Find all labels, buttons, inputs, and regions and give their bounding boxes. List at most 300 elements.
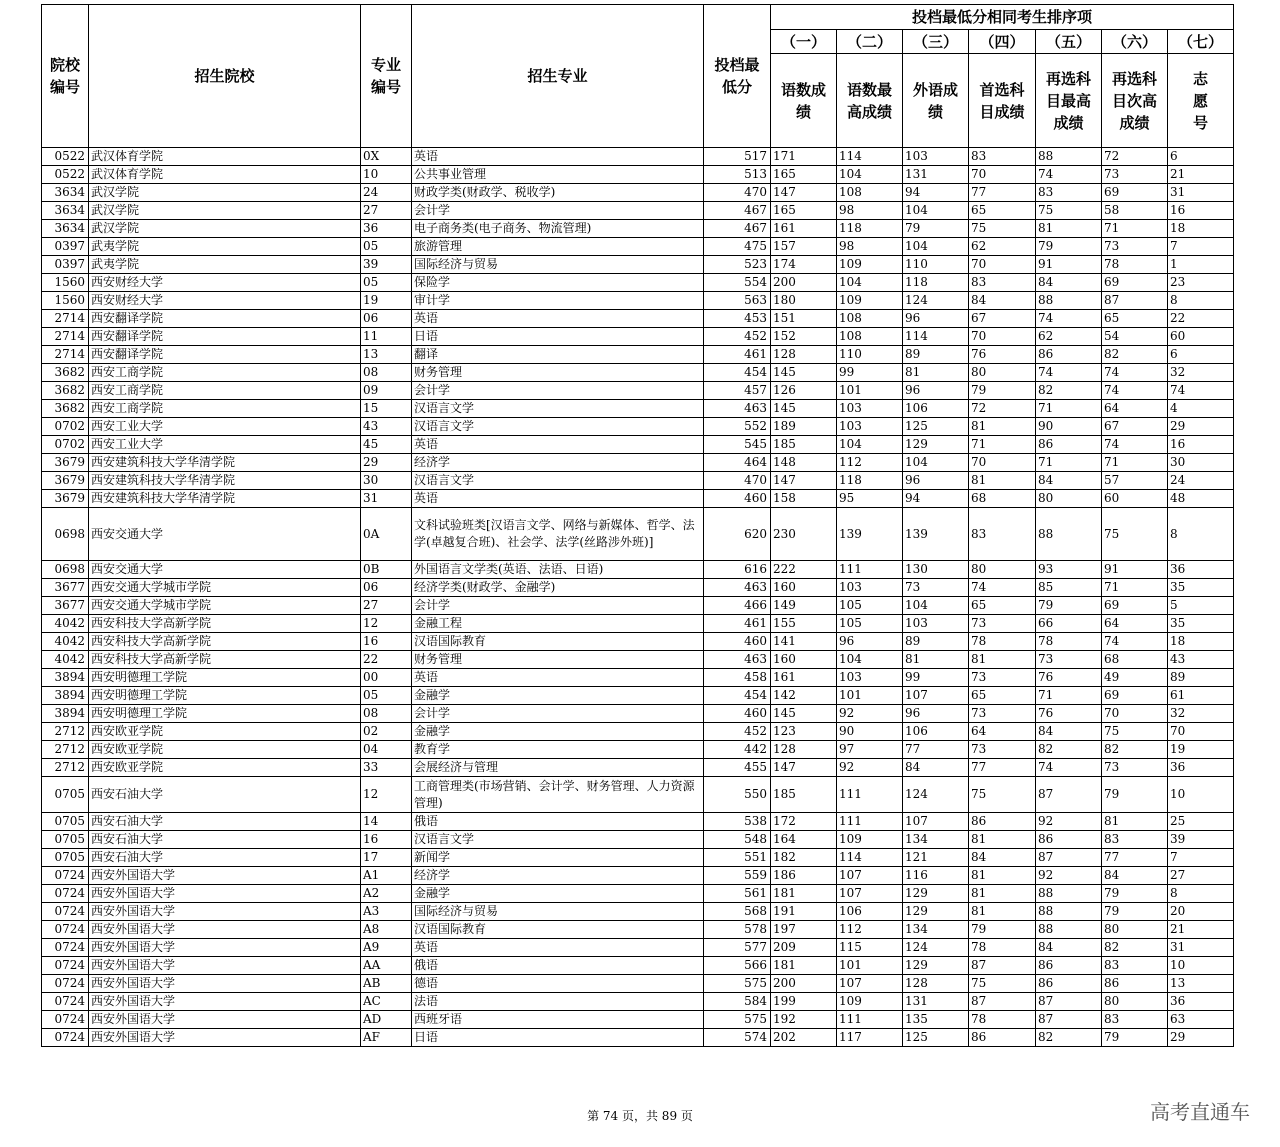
table-row <box>42 669 1234 687</box>
cell-tie-2: 108 <box>837 184 903 202</box>
cell-tie-2: 109 <box>837 292 903 310</box>
cell-tie-5: 88 <box>1036 885 1102 903</box>
cell-school-name: 西安外国语大学 <box>89 1029 361 1047</box>
table-row <box>42 579 1234 597</box>
cell-tie-2: 117 <box>837 1029 903 1047</box>
cell-tie-5: 80 <box>1036 490 1102 508</box>
cell-major-code: A2 <box>361 885 412 903</box>
cell-tie-5: 91 <box>1036 256 1102 274</box>
cell-major-name: 金融学 <box>412 723 704 741</box>
cell-major-code: 06 <box>361 310 412 328</box>
cell-tie-4: 79 <box>969 382 1036 400</box>
cell-tie-1: 152 <box>771 328 837 346</box>
table-header <box>42 5 1234 148</box>
cell-school-name: 西安外国语大学 <box>89 993 361 1011</box>
cell-tie-6: 64 <box>1102 400 1168 418</box>
cell-tie-4: 72 <box>969 400 1036 418</box>
header-tie-group: 投档最低分相同考生排序项 <box>771 5 1234 30</box>
cell-tie-5: 82 <box>1036 1029 1102 1047</box>
cell-tie-5: 87 <box>1036 1011 1102 1029</box>
cell-tie-5: 92 <box>1036 813 1102 831</box>
cell-min-score: 568 <box>704 903 771 921</box>
cell-school-code: 3634 <box>42 202 89 220</box>
cell-school-code: 3682 <box>42 364 89 382</box>
cell-tie-5: 88 <box>1036 508 1102 561</box>
cell-major-name: 英语 <box>412 310 704 328</box>
cell-tie-7: 6 <box>1168 148 1234 166</box>
cell-tie-2: 103 <box>837 579 903 597</box>
cell-major-code: AC <box>361 993 412 1011</box>
cell-min-score: 548 <box>704 831 771 849</box>
cell-school-code: 0724 <box>42 1029 89 1047</box>
header-major-name: 招生专业 <box>412 5 704 148</box>
table-row <box>42 633 1234 651</box>
cell-major-code: 05 <box>361 274 412 292</box>
cell-tie-2: 92 <box>837 705 903 723</box>
cell-tie-3: 103 <box>903 615 969 633</box>
cell-tie-6: 80 <box>1102 993 1168 1011</box>
cell-major-code: 29 <box>361 454 412 472</box>
cell-tie-2: 108 <box>837 310 903 328</box>
cell-tie-7: 8 <box>1168 292 1234 310</box>
cell-tie-1: 145 <box>771 400 837 418</box>
cell-min-score: 578 <box>704 921 771 939</box>
cell-tie-7: 35 <box>1168 579 1234 597</box>
table-row <box>42 903 1234 921</box>
cell-min-score: 458 <box>704 669 771 687</box>
cell-tie-3: 104 <box>903 238 969 256</box>
cell-tie-3: 84 <box>903 759 969 777</box>
table-body <box>42 148 1234 1047</box>
cell-min-score: 554 <box>704 274 771 292</box>
cell-school-code: 2712 <box>42 723 89 741</box>
cell-tie-4: 86 <box>969 1029 1036 1047</box>
header-tie-label: 首选科目成绩 <box>969 54 1036 148</box>
cell-tie-6: 84 <box>1102 867 1168 885</box>
cell-tie-6: 69 <box>1102 274 1168 292</box>
cell-school-code: 0397 <box>42 238 89 256</box>
cell-school-code: 3682 <box>42 382 89 400</box>
cell-tie-4: 75 <box>969 975 1036 993</box>
cell-tie-3: 139 <box>903 508 969 561</box>
cell-tie-7: 36 <box>1168 561 1234 579</box>
cell-tie-4: 68 <box>969 490 1036 508</box>
header-tie-label: 语数最高成绩 <box>837 54 903 148</box>
cell-tie-3: 96 <box>903 382 969 400</box>
cell-school-name: 西安科技大学高新学院 <box>89 651 361 669</box>
page-number: 第 74 页，共 89 页 <box>587 1109 693 1123</box>
cell-major-code: 19 <box>361 292 412 310</box>
cell-min-score: 467 <box>704 202 771 220</box>
cell-major-code: 16 <box>361 633 412 651</box>
cell-tie-4: 86 <box>969 813 1036 831</box>
cell-school-name: 西安交通大学城市学院 <box>89 597 361 615</box>
cell-major-name: 会计学 <box>412 597 704 615</box>
table-row <box>42 993 1234 1011</box>
cell-school-name: 西安工商学院 <box>89 382 361 400</box>
cell-tie-6: 75 <box>1102 723 1168 741</box>
cell-tie-4: 70 <box>969 454 1036 472</box>
cell-tie-3: 124 <box>903 939 969 957</box>
cell-major-name: 文科试验班类[汉语言文学、网络与新媒体、哲学、法学(卓越复合班)、社会学、法学(丝路涉外班)] <box>412 508 704 561</box>
cell-tie-7: 24 <box>1168 472 1234 490</box>
cell-school-code: 3679 <box>42 472 89 490</box>
cell-min-score: 584 <box>704 993 771 1011</box>
cell-min-score: 461 <box>704 346 771 364</box>
cell-school-code: 3634 <box>42 220 89 238</box>
cell-school-name: 西安外国语大学 <box>89 1011 361 1029</box>
table-row <box>42 705 1234 723</box>
cell-tie-7: 48 <box>1168 490 1234 508</box>
cell-school-code: 3634 <box>42 184 89 202</box>
cell-school-code: 0705 <box>42 813 89 831</box>
cell-tie-4: 64 <box>969 723 1036 741</box>
cell-min-score: 457 <box>704 382 771 400</box>
cell-tie-7: 31 <box>1168 939 1234 957</box>
cell-major-name: 会计学 <box>412 705 704 723</box>
cell-major-name: 经济学类(财政学、金融学) <box>412 579 704 597</box>
cell-tie-6: 69 <box>1102 184 1168 202</box>
cell-tie-7: 10 <box>1168 957 1234 975</box>
cell-major-name: 翻译 <box>412 346 704 364</box>
cell-tie-5: 71 <box>1036 454 1102 472</box>
cell-major-name: 金融学 <box>412 885 704 903</box>
cell-tie-5: 79 <box>1036 597 1102 615</box>
cell-tie-6: 74 <box>1102 364 1168 382</box>
cell-min-score: 463 <box>704 400 771 418</box>
table-row <box>42 256 1234 274</box>
cell-tie-2: 118 <box>837 220 903 238</box>
cell-tie-6: 72 <box>1102 148 1168 166</box>
cell-tie-7: 7 <box>1168 238 1234 256</box>
cell-tie-7: 36 <box>1168 759 1234 777</box>
cell-tie-1: 200 <box>771 274 837 292</box>
header-tie-label: 再选科目次高成绩 <box>1102 54 1168 148</box>
cell-tie-6: 74 <box>1102 436 1168 454</box>
cell-tie-5: 84 <box>1036 723 1102 741</box>
cell-tie-2: 104 <box>837 166 903 184</box>
cell-min-score: 620 <box>704 508 771 561</box>
cell-tie-3: 130 <box>903 561 969 579</box>
cell-min-score: 538 <box>704 813 771 831</box>
cell-tie-5: 71 <box>1036 400 1102 418</box>
cell-school-name: 西安石油大学 <box>89 849 361 867</box>
cell-tie-3: 124 <box>903 292 969 310</box>
cell-tie-2: 99 <box>837 364 903 382</box>
cell-tie-2: 98 <box>837 238 903 256</box>
cell-tie-7: 5 <box>1168 597 1234 615</box>
table-row <box>42 777 1234 813</box>
table-row <box>42 346 1234 364</box>
cell-tie-5: 79 <box>1036 238 1102 256</box>
cell-school-code: 0724 <box>42 975 89 993</box>
cell-min-score: 460 <box>704 633 771 651</box>
cell-tie-2: 101 <box>837 687 903 705</box>
cell-major-code: 27 <box>361 597 412 615</box>
cell-tie-4: 73 <box>969 705 1036 723</box>
cell-school-name: 西安石油大学 <box>89 831 361 849</box>
cell-major-code: 13 <box>361 346 412 364</box>
cell-school-name: 西安翻译学院 <box>89 328 361 346</box>
cell-tie-3: 118 <box>903 274 969 292</box>
cell-tie-6: 69 <box>1102 597 1168 615</box>
cell-major-code: 33 <box>361 759 412 777</box>
cell-tie-5: 85 <box>1036 579 1102 597</box>
cell-tie-2: 111 <box>837 777 903 813</box>
cell-tie-5: 66 <box>1036 615 1102 633</box>
cell-school-code: 2714 <box>42 328 89 346</box>
cell-tie-5: 76 <box>1036 705 1102 723</box>
cell-tie-3: 131 <box>903 993 969 1011</box>
cell-tie-6: 83 <box>1102 831 1168 849</box>
cell-major-code: 08 <box>361 705 412 723</box>
cell-tie-4: 81 <box>969 651 1036 669</box>
cell-tie-1: 165 <box>771 166 837 184</box>
cell-tie-1: 157 <box>771 238 837 256</box>
cell-tie-1: 155 <box>771 615 837 633</box>
table-row <box>42 975 1234 993</box>
cell-tie-2: 105 <box>837 597 903 615</box>
cell-tie-3: 81 <box>903 651 969 669</box>
cell-tie-2: 114 <box>837 849 903 867</box>
cell-school-name: 西安欧亚学院 <box>89 723 361 741</box>
cell-tie-6: 82 <box>1102 741 1168 759</box>
cell-tie-2: 114 <box>837 148 903 166</box>
header-tie-num: （四） <box>969 30 1036 54</box>
cell-major-code: 04 <box>361 741 412 759</box>
cell-major-code: 14 <box>361 813 412 831</box>
cell-tie-7: 30 <box>1168 454 1234 472</box>
cell-tie-7: 16 <box>1168 202 1234 220</box>
cell-tie-2: 107 <box>837 975 903 993</box>
table-row <box>42 418 1234 436</box>
header-tie-label: 外语成绩 <box>903 54 969 148</box>
cell-tie-3: 131 <box>903 166 969 184</box>
cell-major-name: 日语 <box>412 328 704 346</box>
cell-major-name: 汉语言文学 <box>412 831 704 849</box>
cell-school-name: 西安科技大学高新学院 <box>89 633 361 651</box>
cell-tie-6: 71 <box>1102 579 1168 597</box>
cell-min-score: 517 <box>704 148 771 166</box>
cell-tie-2: 103 <box>837 418 903 436</box>
cell-min-score: 561 <box>704 885 771 903</box>
cell-tie-3: 106 <box>903 400 969 418</box>
cell-school-code: 0724 <box>42 957 89 975</box>
cell-tie-5: 84 <box>1036 274 1102 292</box>
cell-min-score: 460 <box>704 705 771 723</box>
cell-tie-7: 70 <box>1168 723 1234 741</box>
cell-tie-1: 145 <box>771 705 837 723</box>
cell-tie-3: 106 <box>903 723 969 741</box>
cell-tie-1: 151 <box>771 310 837 328</box>
cell-tie-1: 202 <box>771 1029 837 1047</box>
cell-tie-4: 67 <box>969 310 1036 328</box>
cell-tie-4: 80 <box>969 364 1036 382</box>
cell-tie-4: 81 <box>969 831 1036 849</box>
cell-min-score: 552 <box>704 418 771 436</box>
cell-school-name: 西安交通大学 <box>89 561 361 579</box>
cell-tie-6: 81 <box>1102 813 1168 831</box>
table-row <box>42 184 1234 202</box>
cell-tie-4: 81 <box>969 472 1036 490</box>
cell-tie-5: 86 <box>1036 957 1102 975</box>
cell-tie-1: 180 <box>771 292 837 310</box>
cell-tie-1: 158 <box>771 490 837 508</box>
cell-min-score: 550 <box>704 777 771 813</box>
cell-tie-3: 104 <box>903 202 969 220</box>
cell-school-name: 武汉体育学院 <box>89 166 361 184</box>
cell-school-name: 武汉学院 <box>89 220 361 238</box>
cell-tie-2: 97 <box>837 741 903 759</box>
cell-tie-7: 8 <box>1168 885 1234 903</box>
cell-tie-3: 128 <box>903 975 969 993</box>
cell-tie-7: 39 <box>1168 831 1234 849</box>
cell-major-name: 新闻学 <box>412 849 704 867</box>
cell-tie-6: 79 <box>1102 777 1168 813</box>
cell-tie-5: 87 <box>1036 849 1102 867</box>
cell-major-name: 法语 <box>412 993 704 1011</box>
table-row <box>42 615 1234 633</box>
table-row <box>42 220 1234 238</box>
cell-tie-6: 65 <box>1102 310 1168 328</box>
cell-min-score: 470 <box>704 184 771 202</box>
table-row <box>42 939 1234 957</box>
cell-school-name: 西安明德理工学院 <box>89 687 361 705</box>
cell-major-name: 经济学 <box>412 454 704 472</box>
cell-school-name: 西安外国语大学 <box>89 939 361 957</box>
cell-tie-3: 129 <box>903 885 969 903</box>
table-row <box>42 364 1234 382</box>
cell-min-score: 454 <box>704 364 771 382</box>
cell-min-score: 545 <box>704 436 771 454</box>
cell-school-name: 西安工商学院 <box>89 400 361 418</box>
cell-tie-1: 199 <box>771 993 837 1011</box>
cell-tie-5: 88 <box>1036 903 1102 921</box>
cell-min-score: 460 <box>704 490 771 508</box>
cell-tie-4: 87 <box>969 957 1036 975</box>
cell-school-code: 0724 <box>42 867 89 885</box>
cell-major-code: AF <box>361 1029 412 1047</box>
header-tie-num: （一） <box>771 30 837 54</box>
cell-major-code: 30 <box>361 472 412 490</box>
cell-tie-4: 83 <box>969 148 1036 166</box>
cell-school-name: 西安建筑科技大学华清学院 <box>89 454 361 472</box>
cell-tie-5: 86 <box>1036 436 1102 454</box>
cell-tie-5: 74 <box>1036 310 1102 328</box>
cell-tie-2: 106 <box>837 903 903 921</box>
cell-tie-6: 79 <box>1102 1029 1168 1047</box>
cell-tie-7: 6 <box>1168 346 1234 364</box>
cell-school-name: 西安工商学院 <box>89 364 361 382</box>
table-row <box>42 1029 1234 1047</box>
cell-tie-2: 103 <box>837 669 903 687</box>
table-row <box>42 561 1234 579</box>
header-school-code: 院校编号 <box>42 5 89 148</box>
cell-school-code: 2712 <box>42 741 89 759</box>
table-row <box>42 148 1234 166</box>
cell-tie-4: 77 <box>969 184 1036 202</box>
cell-tie-7: 4 <box>1168 400 1234 418</box>
cell-major-name: 国际经济与贸易 <box>412 903 704 921</box>
cell-tie-6: 64 <box>1102 615 1168 633</box>
cell-tie-1: 192 <box>771 1011 837 1029</box>
cell-tie-4: 70 <box>969 328 1036 346</box>
cell-school-code: 1560 <box>42 292 89 310</box>
table-row <box>42 651 1234 669</box>
cell-school-name: 西安外国语大学 <box>89 867 361 885</box>
cell-tie-6: 91 <box>1102 561 1168 579</box>
cell-tie-2: 96 <box>837 633 903 651</box>
cell-school-code: 0724 <box>42 903 89 921</box>
cell-major-code: A3 <box>361 903 412 921</box>
cell-school-name: 西安明德理工学院 <box>89 669 361 687</box>
cell-major-name: 外国语言文学类(英语、法语、日语) <box>412 561 704 579</box>
cell-tie-6: 71 <box>1102 220 1168 238</box>
cell-major-code: 43 <box>361 418 412 436</box>
cell-tie-1: 185 <box>771 436 837 454</box>
cell-major-name: 汉语言文学 <box>412 472 704 490</box>
cell-major-code: 12 <box>361 777 412 813</box>
cell-school-name: 西安翻译学院 <box>89 346 361 364</box>
cell-tie-2: 101 <box>837 957 903 975</box>
cell-tie-3: 114 <box>903 328 969 346</box>
cell-major-name: 审计学 <box>412 292 704 310</box>
cell-tie-1: 149 <box>771 597 837 615</box>
header-tie-num: （六） <box>1102 30 1168 54</box>
cell-school-code: 0522 <box>42 148 89 166</box>
cell-school-name: 武汉学院 <box>89 184 361 202</box>
cell-tie-3: 99 <box>903 669 969 687</box>
cell-tie-3: 107 <box>903 813 969 831</box>
cell-tie-4: 65 <box>969 202 1036 220</box>
cell-tie-1: 209 <box>771 939 837 957</box>
cell-tie-2: 109 <box>837 831 903 849</box>
cell-school-code: 0705 <box>42 777 89 813</box>
cell-tie-4: 84 <box>969 849 1036 867</box>
cell-tie-7: 63 <box>1168 1011 1234 1029</box>
cell-tie-4: 75 <box>969 777 1036 813</box>
cell-major-code: 39 <box>361 256 412 274</box>
cell-min-score: 454 <box>704 687 771 705</box>
cell-major-name: 德语 <box>412 975 704 993</box>
cell-tie-3: 129 <box>903 957 969 975</box>
cell-tie-4: 73 <box>969 669 1036 687</box>
cell-tie-3: 134 <box>903 921 969 939</box>
cell-tie-2: 105 <box>837 615 903 633</box>
cell-tie-5: 75 <box>1036 202 1102 220</box>
header-tie-num: （三） <box>903 30 969 54</box>
cell-tie-4: 75 <box>969 220 1036 238</box>
cell-school-name: 西安外国语大学 <box>89 885 361 903</box>
table-row <box>42 885 1234 903</box>
cell-tie-1: 222 <box>771 561 837 579</box>
cell-tie-7: 43 <box>1168 651 1234 669</box>
cell-major-name: 金融学 <box>412 687 704 705</box>
cell-tie-7: 29 <box>1168 1029 1234 1047</box>
cell-tie-6: 49 <box>1102 669 1168 687</box>
cell-tie-5: 83 <box>1036 184 1102 202</box>
cell-tie-3: 104 <box>903 597 969 615</box>
cell-tie-7: 61 <box>1168 687 1234 705</box>
cell-tie-4: 73 <box>969 741 1036 759</box>
table-row <box>42 202 1234 220</box>
cell-major-name: 经济学 <box>412 867 704 885</box>
cell-min-score: 464 <box>704 454 771 472</box>
cell-min-score: 455 <box>704 759 771 777</box>
cell-school-name: 西安外国语大学 <box>89 957 361 975</box>
cell-major-name: 会计学 <box>412 382 704 400</box>
cell-school-code: 0724 <box>42 885 89 903</box>
